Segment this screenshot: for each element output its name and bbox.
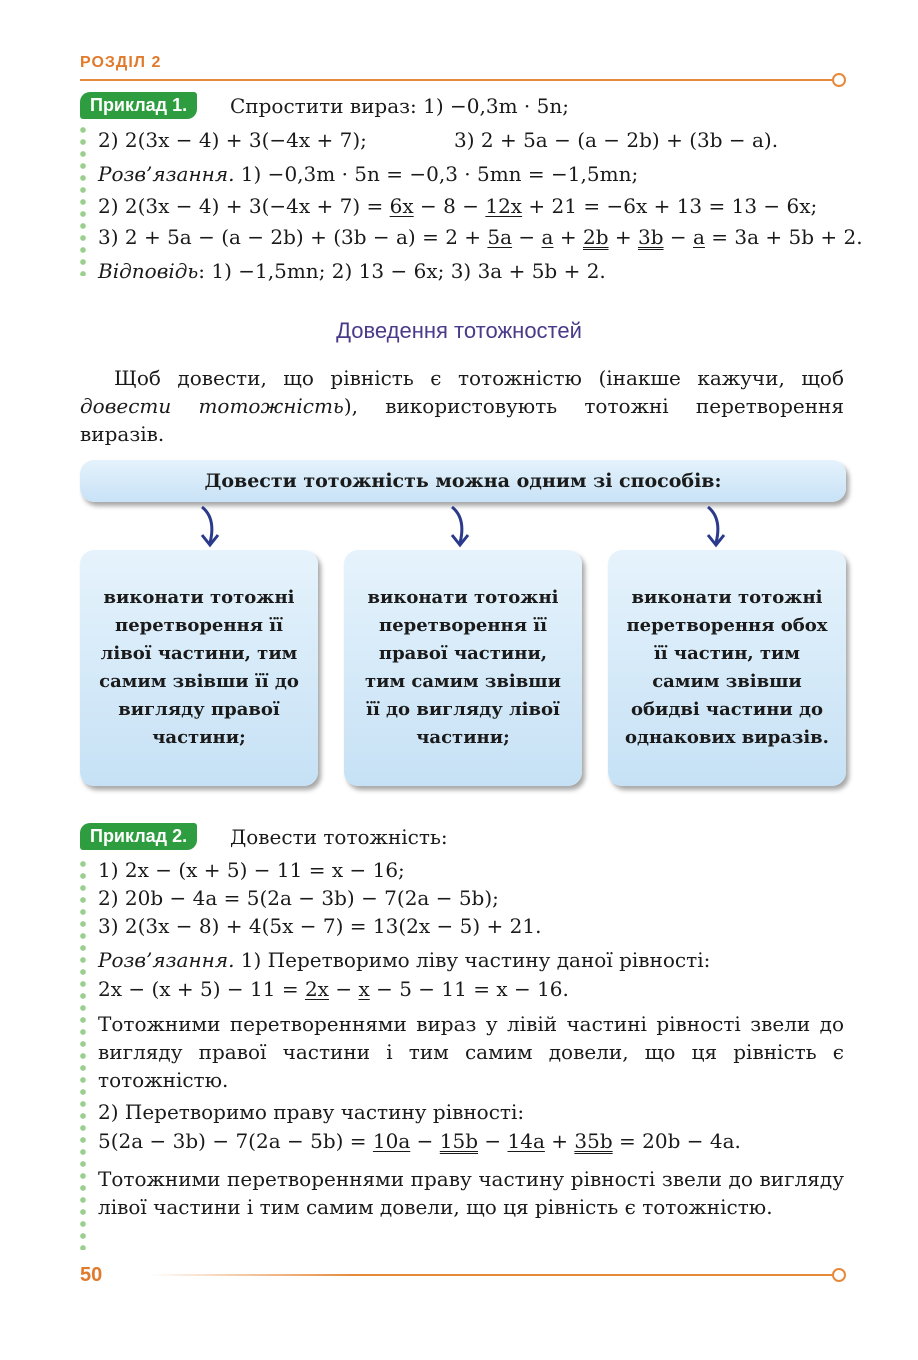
example2-equation-2 <box>98 1128 741 1154</box>
method-text: виконати тотожні перетворення її правої частини, тим самим звівши її до вигляду лівої частини; <box>365 587 561 748</box>
eq-term-double-underlined: 35b <box>574 1129 613 1153</box>
example1-answer <box>98 258 606 284</box>
example1-dots <box>80 124 86 276</box>
eq-term-underlined: 2x <box>304 977 329 1001</box>
example2-task-2: 2) 20b − 4a = 5(2a − 3b) − 7(2a − 5b); <box>98 886 499 910</box>
example1-task2: 2) 2(3x − 4) + 3(−4x + 7); <box>98 128 367 152</box>
answer-label: Відповідь <box>98 259 199 283</box>
method-box-right <box>344 550 582 786</box>
eq-term-underlined: 5a <box>487 225 513 249</box>
eq-part: − <box>478 1129 508 1153</box>
example1-task: Спростити вираз: 1) −0,3m · 5n; <box>230 94 569 118</box>
section-paragraph <box>80 364 844 448</box>
eq-part: − <box>512 225 542 249</box>
eq-term-underlined: 10a <box>372 1129 411 1153</box>
example2-conclusion-1: Тотожними перетвореннями вираз у лівій частині рівності звели до вигляду правої частини і тим самим довели, що ця рівність є тотожністю. <box>98 1012 844 1092</box>
footer-rule <box>150 1274 832 1276</box>
eq-part: + <box>553 225 583 249</box>
eq-part: − 5 − 11 = x − 16. <box>369 977 569 1001</box>
example1-task3: 3) 2 + 5a − (a − 2b) + (3b − a). <box>454 128 779 152</box>
eq-part: + <box>544 1129 575 1153</box>
para-text: ), використовують тотожні перетворення виразів. <box>80 394 844 446</box>
eq-part: − <box>328 977 359 1001</box>
eq-part: = 20b − 4a. <box>612 1129 741 1153</box>
eq-term-double-underlined: 15b <box>439 1129 479 1153</box>
eq-term-underlined: a <box>693 225 705 249</box>
eq-term-double-underlined: 3b <box>637 225 664 249</box>
method-box-both <box>608 550 846 786</box>
arrow-down-icon <box>702 505 732 549</box>
example2-equation-1 <box>98 976 569 1002</box>
header-rule <box>80 79 832 81</box>
eq-term-underlined: x <box>358 977 370 1001</box>
method-box-left <box>80 550 318 786</box>
example2-solution-2: 2) Перетворимо праву частину рівності: <box>98 1100 525 1124</box>
eq-term-underlined: 6x <box>389 194 414 218</box>
header-rule-end-icon <box>832 73 846 87</box>
example2-task: Довести тотожність: <box>230 825 448 849</box>
answer-text: : 1) −1,5mn; 2) 13 − 6x; 3) 3a + 5b + 2. <box>198 259 606 283</box>
para-italic: довести тотожність <box>80 394 344 418</box>
eq-part: − <box>410 1129 440 1153</box>
example2-dots <box>80 858 86 1250</box>
para-text: Щоб довести, що рівність є тотожністю (інакше кажучи, щоб <box>114 366 844 390</box>
eq-term-underlined: a <box>541 225 554 249</box>
example2-task-3: 3) 2(3x − 8) + 4(5x − 7) = 13(2x − 5) + 21. <box>98 914 542 938</box>
method-text: виконати тотожні перетворення обох її частин, тим самим звівши обидві частини до однакових виразів. <box>625 587 829 748</box>
solution-text: 1) Перетворимо ліву частину даної рівності: <box>234 948 711 972</box>
eq-part: 5(2a − 3b) − 7(2a − 5b) = <box>98 1129 373 1153</box>
solution-label: Розв’язання. <box>98 948 235 972</box>
eq-part: + 21 = −6x + 13 = 13 − 6x; <box>522 194 818 218</box>
eq-part: − <box>663 225 693 249</box>
footer-rule-end-icon <box>832 1268 846 1282</box>
eq-part: − 8 − <box>413 194 486 218</box>
eq-part: + <box>608 225 638 249</box>
methods-banner: Довести тотожність можна одним зі способів: <box>80 460 846 502</box>
solution-label: Розв’язання. <box>98 162 235 186</box>
eq-part: = 3a + 5b + 2. <box>704 225 863 249</box>
example2-solution-1 <box>98 947 710 973</box>
eq-term-underlined: 14a <box>507 1129 545 1153</box>
eq-part: 3) 2 + 5a − (a − 2b) + (3b − a) = 2 + <box>98 225 488 249</box>
eq-term-underlined: 12x <box>485 194 523 218</box>
arrow-down-icon <box>446 505 476 549</box>
solution-text: 1) −0,3m · 5n = −0,3 · 5mn = −1,5mn; <box>234 162 639 186</box>
example2-task-1: 1) 2x − (x + 5) − 11 = x − 16; <box>98 858 405 882</box>
eq-term-double-underlined: 2b <box>582 225 609 249</box>
eq-part: 2) 2(3x − 4) + 3(−4x + 7) = <box>98 194 390 218</box>
method-text: виконати тотожні перетворення її лівої частини, тим самим звівши її до вигляду правої частини; <box>99 587 299 748</box>
example2-conclusion-2: Тотожними перетвореннями праву частину рівності звели до вигляду лівої частини і тим самим довели, що ця рівність є тотожністю. <box>98 1167 844 1219</box>
example1-tag: Приклад 1. <box>80 92 197 119</box>
example2-tag: Приклад 2. <box>80 823 197 850</box>
example1-solution-3 <box>98 224 863 250</box>
eq-part: 2x − (x + 5) − 11 = <box>98 977 305 1001</box>
example1-solution-2 <box>98 193 817 219</box>
chapter-label: РОЗДІЛ 2 <box>80 54 162 71</box>
section-heading: Доведення тотожностей <box>336 318 582 343</box>
arrow-down-icon <box>196 505 226 549</box>
example1-solution-1 <box>98 161 638 187</box>
page-number: 50 <box>80 1264 103 1286</box>
